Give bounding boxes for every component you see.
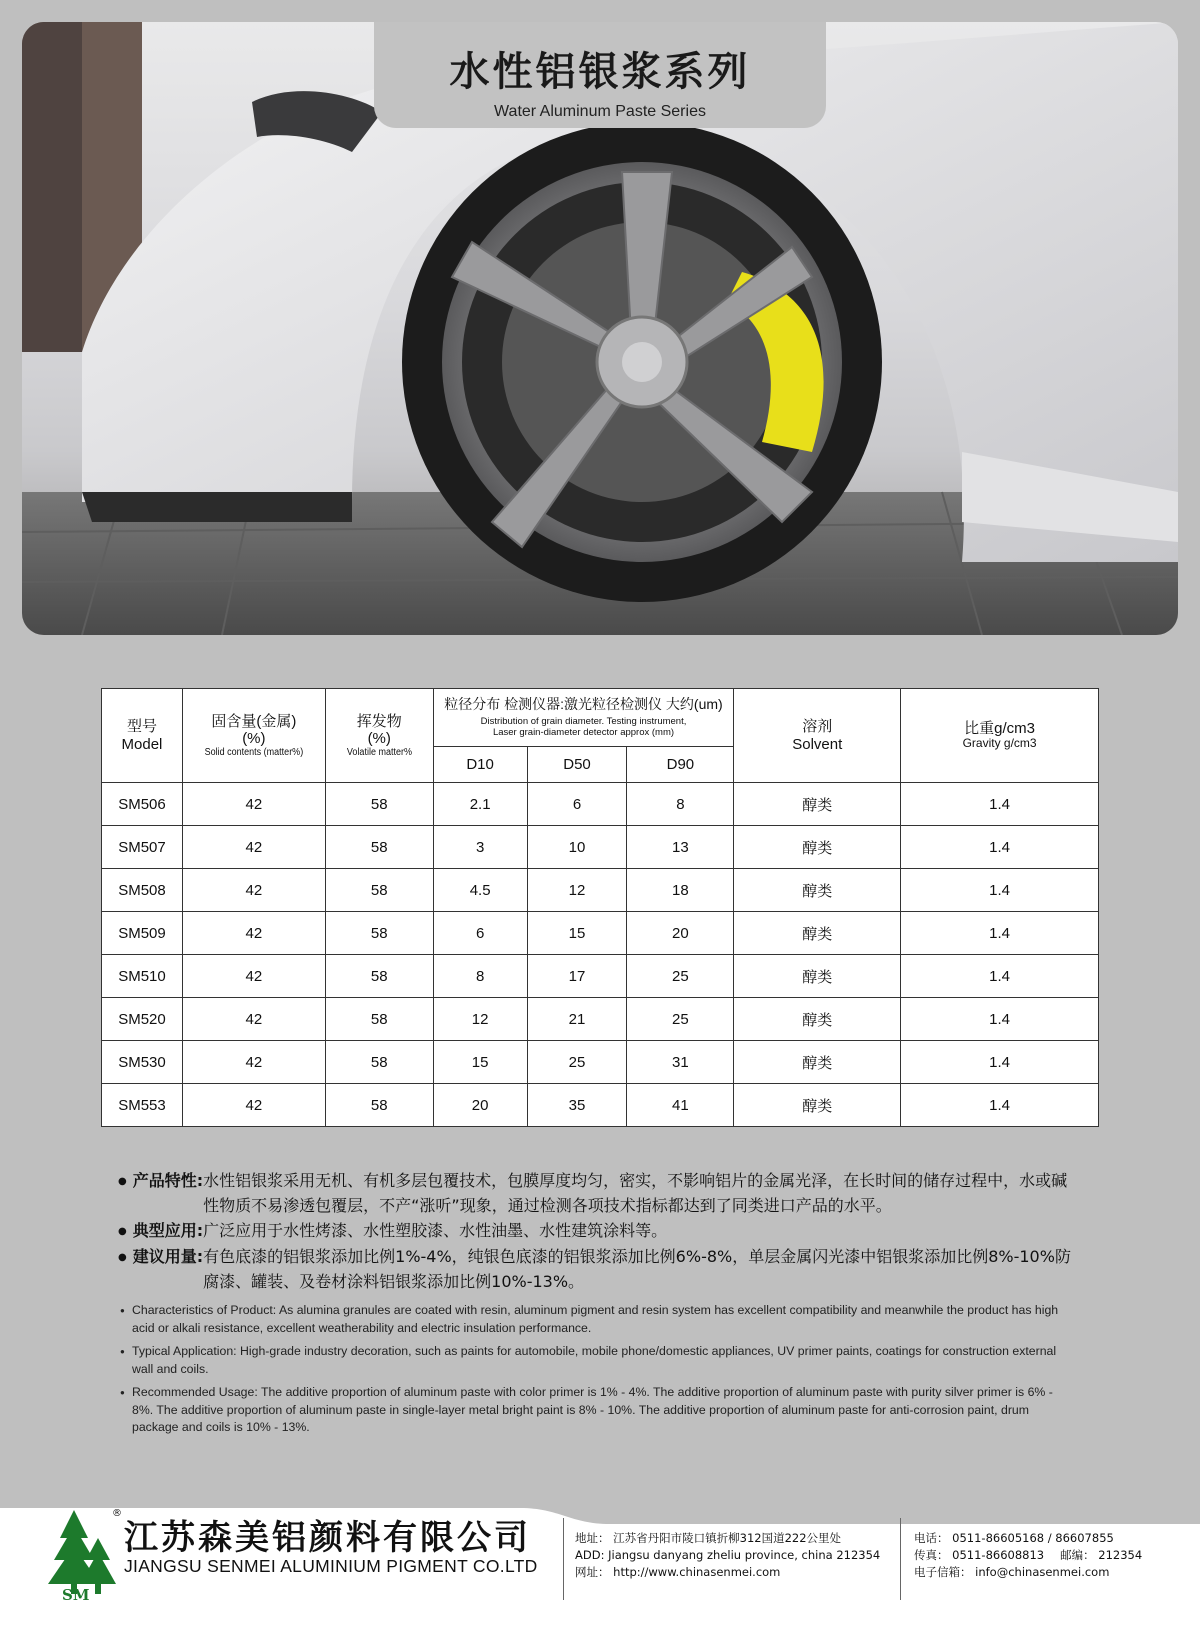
page-subtitle: Water Aluminum Paste Series xyxy=(494,103,706,120)
cell-d90: 25 xyxy=(627,955,734,998)
cell-d50: 6 xyxy=(527,783,627,826)
table-row xyxy=(102,912,1099,955)
cell-solvent: 醇类 xyxy=(734,1041,901,1084)
cell-solvent: 醇类 xyxy=(734,783,901,826)
cell-solid: 42 xyxy=(182,955,325,998)
cell-gravity: 1.4 xyxy=(901,998,1099,1041)
contact-block xyxy=(914,1530,1142,1581)
divider xyxy=(900,1518,901,1600)
footer xyxy=(0,1488,1200,1629)
cell-d10: 20 xyxy=(433,1084,527,1127)
bullet-icon: ● xyxy=(120,1306,125,1315)
table-row xyxy=(102,826,1099,869)
header-distribution: 粒径分布 检测仪器:激光粒径检测仪 大约(um) Distribution of grain diameter. Testing instrument, Laser grain-diameter detector approx (mm) xyxy=(433,689,734,747)
company-name-en: JIANGSU SENMEI ALUMINIUM PIGMENT CO.LTD xyxy=(124,1556,538,1576)
cell-gravity: 1.4 xyxy=(901,955,1099,998)
cell-volatile: 58 xyxy=(325,955,433,998)
registered-mark: ® xyxy=(112,1508,122,1519)
cell-model: SM509 xyxy=(102,912,183,955)
cell-d50: 35 xyxy=(527,1084,627,1127)
cell-volatile: 58 xyxy=(325,998,433,1041)
cell-d10: 6 xyxy=(433,912,527,955)
cell-d50: 10 xyxy=(527,826,627,869)
divider xyxy=(563,1518,564,1600)
spec-table xyxy=(101,688,1099,1127)
cell-d10: 8 xyxy=(433,955,527,998)
cell-d10: 2.1 xyxy=(433,783,527,826)
cell-volatile: 58 xyxy=(325,826,433,869)
cell-d90: 41 xyxy=(627,1084,734,1127)
cell-solvent: 醇类 xyxy=(734,1084,901,1127)
logo-mark: SM xyxy=(62,1586,90,1604)
cell-model: SM506 xyxy=(102,783,183,826)
table-row xyxy=(102,869,1099,912)
features-cn xyxy=(118,1168,1078,1294)
header-volatile: 挥发物 (%) Volatile matter% xyxy=(325,689,433,783)
cell-d50: 12 xyxy=(527,869,627,912)
cell-solid: 42 xyxy=(182,783,325,826)
cell-gravity: 1.4 xyxy=(901,869,1099,912)
feature-en-application: ● Typical Application: High-grade industry decoration, such as paints for automobile, mobile phone/domestic appliances, UV primer paints, coatings for construction external wall and coils. xyxy=(120,1343,1064,1378)
cell-model: SM507 xyxy=(102,826,183,869)
feature-cn-application: ● 典型应用: 广泛应用于水性烤漆、水性塑胶漆、水性油墨、水性建筑涂料等。 xyxy=(118,1218,1078,1244)
cell-volatile: 58 xyxy=(325,1041,433,1084)
address-block xyxy=(575,1530,880,1581)
cell-model: SM530 xyxy=(102,1041,183,1084)
header-solid: 固含量(金属) (%) Solid contents (matter%) xyxy=(182,689,325,783)
postcode: 邮编： 212354 xyxy=(1060,1548,1143,1562)
table-row xyxy=(102,955,1099,998)
cell-d10: 4.5 xyxy=(433,869,527,912)
phone-number: 电话： 0511-86605168 / 86607855 xyxy=(914,1531,1114,1545)
cell-solvent: 醇类 xyxy=(734,826,901,869)
cell-volatile: 58 xyxy=(325,869,433,912)
header-model: 型号 Model xyxy=(102,689,183,783)
cell-solvent: 醇类 xyxy=(734,955,901,998)
address-cn: 地址： 江苏省丹阳市陵口镇折柳312国道222公里处 xyxy=(575,1531,842,1545)
cell-d90: 8 xyxy=(627,783,734,826)
spec-table-body xyxy=(102,783,1099,1127)
bullet-icon: ● xyxy=(120,1388,125,1397)
cell-d50: 21 xyxy=(527,998,627,1041)
cell-solid: 42 xyxy=(182,912,325,955)
cell-d50: 25 xyxy=(527,1041,627,1084)
feature-en-characteristics: ● Characteristics of Product: As alumina granules are coated with resin, aluminum pigment and resin system has excellent compatibility and meanwhile the product has high acid or alkali resistance, excellent weatherability and electric insulation performance. xyxy=(120,1302,1064,1337)
cell-solid: 42 xyxy=(182,826,325,869)
cell-d90: 25 xyxy=(627,998,734,1041)
cell-gravity: 1.4 xyxy=(901,826,1099,869)
cell-d50: 15 xyxy=(527,912,627,955)
feature-cn-usage: ● 建议用量: 有色底漆的铝银浆添加比例1%-4%，纯银色底漆的铝银浆添加比例6%-8%，单层金属闪光漆中铝银浆添加比例8%-10%防腐漆、罐装、及卷材涂料铝银浆添加比例10%-13%。 xyxy=(118,1244,1078,1294)
cell-d10: 12 xyxy=(433,998,527,1041)
table-row xyxy=(102,1041,1099,1084)
cell-volatile: 58 xyxy=(325,1084,433,1127)
page-title: 水性铝银浆系列 xyxy=(449,49,751,95)
cell-volatile: 58 xyxy=(325,783,433,826)
email-link[interactable]: 电子信箱： info@chinasenmei.com xyxy=(914,1565,1110,1579)
cell-gravity: 1.4 xyxy=(901,1084,1099,1127)
cell-volatile: 58 xyxy=(325,912,433,955)
cell-d90: 20 xyxy=(627,912,734,955)
bullet-icon: ● xyxy=(120,1347,125,1356)
address-en: ADD: Jiangsu danyang zheliu province, china 212354 xyxy=(575,1548,881,1562)
header-solvent: 溶剂 Solvent xyxy=(734,689,901,783)
feature-en-usage: ● Recommended Usage: The additive proportion of aluminum paste with color primer is 1% - 4%. The additive proportion of aluminum paste with purity silver primer is 6% - 8%. The additive proportion of aluminum paste in single-layer metal bright paint is 8% - 10%. The additive proportion of aluminum paste for anti-corrosion paint, drum package and coils is 10% - 13%. xyxy=(120,1384,1064,1437)
cell-gravity: 1.4 xyxy=(901,1041,1099,1084)
table-row xyxy=(102,783,1099,826)
cell-model: SM520 xyxy=(102,998,183,1041)
header-gravity: 比重g/cm3 Gravity g/cm3 xyxy=(901,689,1099,783)
cell-d90: 18 xyxy=(627,869,734,912)
cell-d50: 17 xyxy=(527,955,627,998)
header-d50: D50 xyxy=(527,747,627,783)
company-name-cn: 江苏森美铝颜料有限公司 xyxy=(124,1518,531,1558)
cell-solid: 42 xyxy=(182,869,325,912)
cell-solid: 42 xyxy=(182,1084,325,1127)
table-row xyxy=(102,998,1099,1041)
cell-solvent: 醇类 xyxy=(734,998,901,1041)
cell-solid: 42 xyxy=(182,998,325,1041)
cell-model: SM510 xyxy=(102,955,183,998)
title-panel xyxy=(374,22,826,128)
header-d90: D90 xyxy=(627,747,734,783)
cell-solvent: 醇类 xyxy=(734,869,901,912)
cell-d10: 15 xyxy=(433,1041,527,1084)
cell-solvent: 醇类 xyxy=(734,912,901,955)
cell-d90: 31 xyxy=(627,1041,734,1084)
table-row xyxy=(102,1084,1099,1127)
website-link[interactable]: 网址： http://www.chinasenmei.com xyxy=(575,1565,781,1579)
cell-model: SM553 xyxy=(102,1084,183,1127)
cell-gravity: 1.4 xyxy=(901,783,1099,826)
features-en xyxy=(120,1302,1064,1443)
fax-number: 传真： 0511-86608813 xyxy=(914,1548,1045,1562)
cell-gravity: 1.4 xyxy=(901,912,1099,955)
cell-d90: 13 xyxy=(627,826,734,869)
cell-model: SM508 xyxy=(102,869,183,912)
cell-d10: 3 xyxy=(433,826,527,869)
cell-solid: 42 xyxy=(182,1041,325,1084)
feature-cn-characteristics: ● 产品特性: 水性铝银浆采用无机、有机多层包覆技术，包膜厚度均匀，密实，不影响铝片的金属光泽，在长时间的储存过程中，水或碱性物质不易渗透包覆层，不产“涨听”现象，通过检测各项技术指标都达到了同类进口产品的水平。 xyxy=(118,1168,1078,1218)
header-d10: D10 xyxy=(433,747,527,783)
